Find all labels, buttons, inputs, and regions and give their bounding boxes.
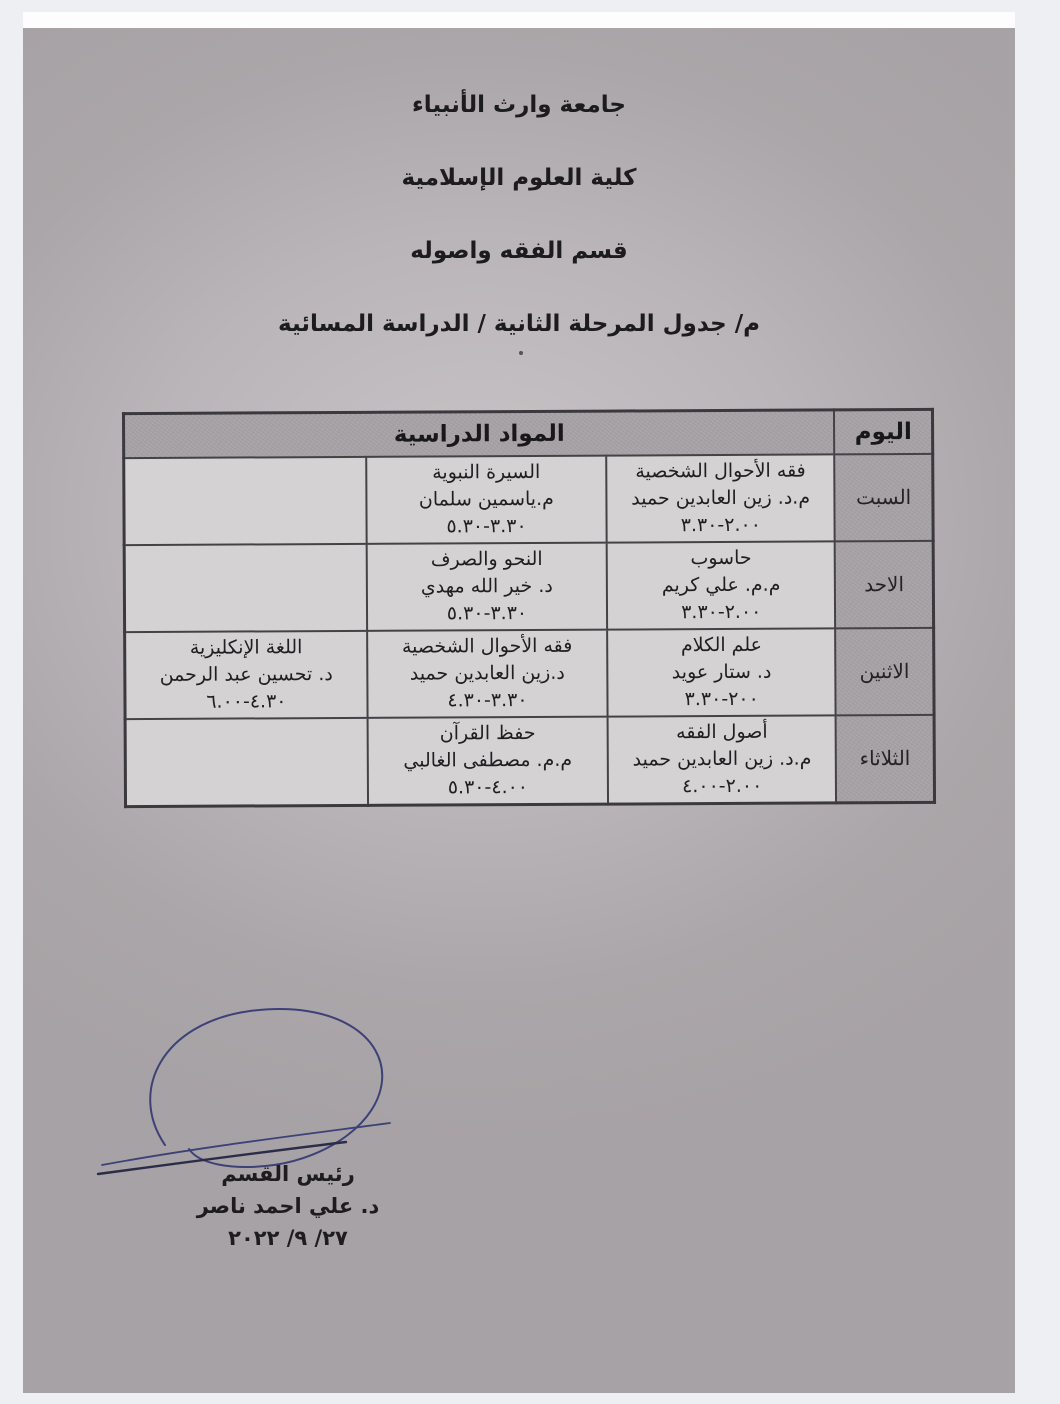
schedule-cell	[125, 630, 368, 718]
university-name: جامعة وارث الأنبياء	[412, 92, 626, 118]
schedule-cell	[608, 715, 837, 804]
paper-page	[23, 28, 1015, 1393]
teacher-name: د. ستار عويد	[671, 660, 772, 683]
schedule-cell	[366, 455, 607, 543]
class-time: ٢.٠٠-٤.٠٠	[682, 774, 763, 797]
document-header	[23, 90, 1015, 382]
schedule-cell	[367, 716, 608, 805]
teacher-name: د. تحسين عبد الرحمن	[159, 662, 333, 686]
table-header-row	[123, 409, 932, 457]
subject-name: السيرة النبوية	[432, 460, 541, 484]
subject-name: اللغة الإنكليزية	[189, 635, 303, 659]
table-row-saturday	[124, 453, 933, 544]
schedule-cell-empty	[124, 543, 367, 631]
table-row-tuesday	[125, 714, 934, 806]
signature-date: ٢٧/ ٩/ ٢٠٢٢	[228, 1226, 348, 1250]
teacher-name: م.م. علي كريم	[661, 573, 781, 596]
schedule-table-wrap	[122, 408, 936, 808]
class-time: ٣.٣٠-٤.٣٠	[447, 688, 528, 711]
day-cell: السبت	[835, 453, 934, 541]
signatory-title: رئيس القسم	[221, 1162, 355, 1186]
college-name: كلية العلوم الإسلامية	[401, 165, 637, 191]
schedule-title: م/ جدول المرحلة الثانية / الدراسة المسائية	[278, 311, 760, 337]
class-time: ٣.٣٠-٥.٣٠	[446, 514, 527, 537]
teacher-name: م.د. زين العابدين حميد	[632, 747, 812, 770]
day-cell: الاثنين	[836, 627, 935, 715]
subjects-column-header: المواد الدراسية	[123, 410, 834, 458]
subject-name: حاسوب	[690, 546, 752, 569]
class-time: ٢٠٠-٣.٣٠	[684, 687, 759, 710]
class-time: ٤.٣٠-٦.٠٠	[206, 689, 287, 713]
signatory-name: د. علي احمد ناصر	[196, 1194, 380, 1218]
table-row-monday	[125, 627, 934, 718]
class-time: ٤.٠٠-٥.٣٠	[447, 775, 529, 798]
teacher-name: د. خير الله مهدي	[420, 574, 553, 598]
subject-name: فقه الأحوال الشخصية	[635, 459, 806, 482]
table-row-sunday	[124, 540, 933, 631]
schedule-cell	[366, 542, 607, 630]
schedule-cell	[607, 541, 836, 629]
day-cell: الاحد	[835, 540, 934, 628]
class-time: ٢.٠٠-٣.٣٠	[680, 513, 761, 536]
schedule-cell	[606, 454, 835, 542]
signature-block	[123, 1158, 453, 1254]
schedule-cell	[367, 629, 608, 717]
schedule-cell-empty	[124, 456, 367, 544]
schedule-cell	[607, 628, 836, 716]
scan-edge-strip	[23, 12, 1015, 28]
teacher-name: د.زين العابدين حميد	[409, 661, 565, 685]
teacher-name: م.م. مصطفى الغالبي	[403, 748, 573, 772]
ink-speck	[519, 351, 523, 355]
subject-name: حفظ القرآن	[439, 721, 536, 744]
class-time: ٣.٣٠-٥.٣٠	[446, 601, 528, 624]
subject-name: أصول الفقه	[676, 720, 768, 743]
subject-name: فقه الأحوال الشخصية	[401, 634, 573, 658]
subject-name: علم الكلام	[680, 633, 762, 656]
department-name: قسم الفقه واصوله	[410, 238, 628, 264]
schedule-cell-empty	[125, 717, 368, 806]
teacher-name: م.د. زين العابدين حميد	[631, 486, 811, 509]
schedule-table	[122, 408, 936, 808]
subject-name: النحو والصرف	[430, 547, 543, 571]
day-column-header: اليوم	[834, 409, 932, 454]
class-time: ٢.٠٠-٣.٣٠	[681, 600, 762, 623]
day-cell: الثلاثاء	[836, 714, 935, 802]
teacher-name: م.ياسمين سلمان	[418, 487, 554, 511]
